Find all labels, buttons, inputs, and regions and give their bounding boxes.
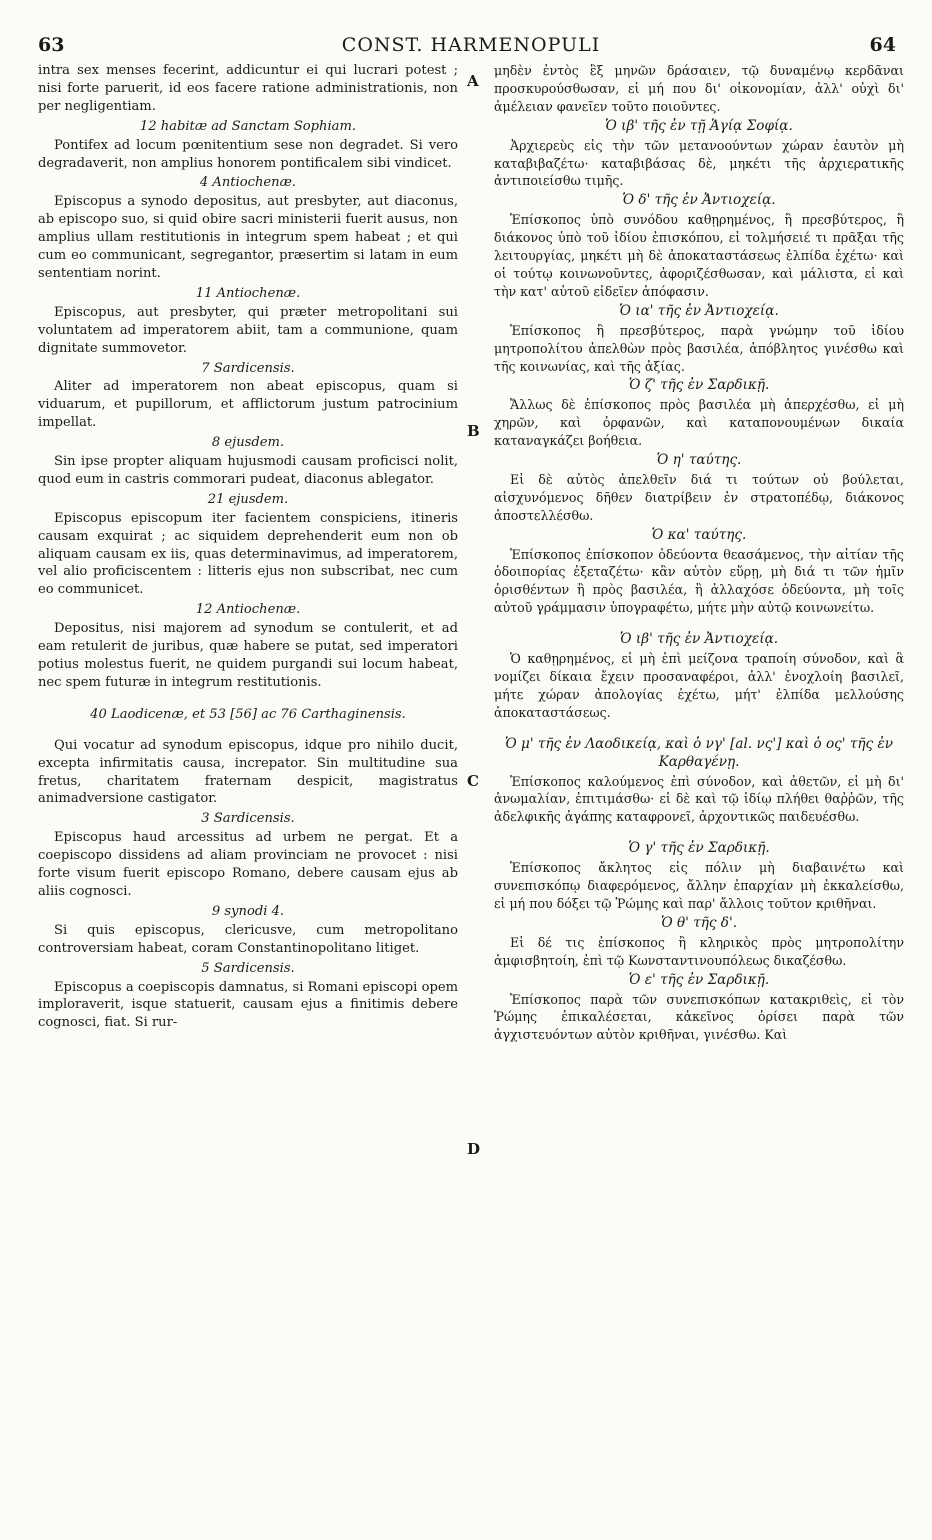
canon-paragraph: Ἐπίσκοπος καλούμενος ἐπὶ σύνοδον, καὶ ἀθετῶν, εἰ μὴ δι' ἀνωμαλίαν, ἐπιτιμάσθω· εἰ δὲ καὶ τῷ ἰδίῳ πλήθει θαῤῥῶν, τῆς ἀδελφικῆς ἀγάπης καταφρονεῖ, ἀρχοντικῶς παιδευέσθω.	[494, 773, 904, 825]
canon-heading: 12 habitæ ad Sanctam Sophiam.	[139, 118, 357, 134]
spacer	[494, 722, 904, 734]
page-number-right: 64	[869, 34, 896, 56]
text-columns	[38, 62, 904, 1158]
margin-marker-d: D	[467, 1140, 481, 1158]
canon-paragraph: Εἰ δὲ αὐτὸς ἀπελθεῖν διά τι τούτων οὐ βούλεται, αἰσχυνόμενος δῆθεν διατρίβειν ἐν στρατοπέδῳ, διάκονος ἀποστελλέσθω.	[494, 471, 904, 523]
canon-heading: Ὁ θ' τῆς δ'.	[660, 914, 738, 931]
page-number-left: 63	[38, 34, 65, 56]
canon-heading: 21 ejusdem.	[207, 491, 289, 507]
spacer	[38, 692, 458, 704]
canon-paragraph: Sin ipse propter aliquam hujusmodi causam proficisci nolit, quod eum in castris commorari pudeat, diaconus ablegator.	[38, 454, 458, 487]
canon-paragraph: Ἐπίσκοπος ἄκλητος εἰς πόλιν μὴ διαβαινέτω καὶ συνεπισκόπῳ διαφερόμενος, ἄλλην ἐπαρχίαν μὴ ἐκκαλείσθω, εἰ μή που δόξει τῷ Ῥώμης καὶ παρ' ἄλλοις τοῦτον κριθῆναι.	[494, 860, 904, 911]
canon-paragraph: Episcopus episcopum iter facientem conspiciens, itineris causam exquirat ; ac siquidem deprehenderit eum non ob aliquam causam ex iis, quas determinavimus, ad imperatorem, vel alio proficiscentem : litteris ejus non subscribat, nec cum eo communicet.	[38, 510, 458, 598]
canon-paragraph: Si quis episcopus, clericusve, cum metropolitano controversiam habeat, coram Constantinopolitano litiget.	[38, 922, 458, 956]
canon-paragraph: Pontifex ad locum pœnitentium sese non degradet. Si vero degradaverit, non amplius honorem pontificalem sibi vindicet.	[38, 137, 458, 171]
canon-heading: 4 Antiochenæ.	[199, 175, 297, 191]
canon-heading: 7 Sardicensis.	[201, 360, 295, 376]
canon-heading: 3 Sardicensis.	[201, 811, 295, 827]
canon-paragraph: Ἀρχιερεὺς εἰς τὴν τῶν μετανοούντων χώραν ἑαυτὸν μὴ καταβιβαζέτω· καταβιβάσας δὲ, μηκέτι τῆς ἀρχιερατικῆς ἀντιποιείσθω τιμῆς.	[494, 137, 904, 189]
canon-heading: Ὁ ζ' τῆς ἐν Σαρδικῇ.	[628, 377, 770, 394]
canon-paragraph: Ἐπίσκοπος παρὰ τῶν συνεπισκόπων κατακριθεὶς, εἰ τὸν Ῥώμης ἐπικαλέσεται, κἀκεῖνος ὁρίσει παρὰ τῶν ἀγχιστευόντων αὐτὸν κριθῆναι, γινέσθω. Καὶ	[494, 991, 904, 1043]
canon-heading: Ὁ δ' τῆς ἐν Ἀντιοχείᾳ.	[622, 192, 776, 209]
canon-heading: Ὁ η' ταύτης.	[656, 452, 742, 469]
latin-column	[38, 62, 458, 1044]
canon-heading: 5 Sardicensis.	[201, 960, 295, 976]
canon-paragraph: Episcopus haud arcessitus ad urbem ne pergat. Et a coepiscopo dissidens ad aliam provinciam ne provocet : nisi forte visum fuerit episcopo Romano, debere causam ejus ab aliis cognosci.	[38, 830, 458, 899]
canon-paragraph: Qui vocatur ad synodum episcopus, idque pro nihilo ducit, excepta infirmitatis causa, increpator. Sin multitudine sua fretus, charitatem fraternam despicit, magistratus animadversione castigator.	[38, 737, 458, 807]
canon-paragraph: Ἐπίσκοπος ὑπὸ συνόδου καθῃρημένος, ἢ πρεσβύτερος, ἢ διάκονος ὑπὸ τοῦ ἰδίου ἐπισκόπου, εἰ τολμήσειέ τι πρᾶξαι τῆς λειτουργίας, μηκέτι μὴ δὲ ἀποκαταστάσεως ἐλπίδα ἐχέτω· καὶ οἱ τούτῳ κοινωνοῦντες, ἀφοριζέσθωσαν, καὶ μάλιστα, εἰ καὶ τὴν κατ' αὐτοῦ εἰδεῖεν ἀπόφασιν.	[494, 212, 904, 299]
canon-paragraph: Episcopus a synodo depositus, aut presbyter, aut diaconus, ab episcopo suo, si quid obire sacri ministerii fuerit ausus, non amplius ullam restitutionis in integrum spem habeat ; et qui cum eo communicant, segregantor, præsertim si latam in eum sententiam norint.	[38, 194, 458, 281]
canon-heading: Ὁ ε' τῆς ἐν Σαρδικῇ.	[628, 971, 770, 988]
margin-marker-b: B	[467, 422, 480, 440]
canon-heading: Ὁ γ' τῆς ἐν Σαρδικῇ.	[628, 840, 770, 857]
canon-paragraph: Ἄλλως δὲ ἐπίσκοπος πρὸς βασιλέα μὴ ἀπερχέσθω, εἰ μὴ χηρῶν, καὶ ὀρφανῶν, καὶ καταπονουμένων δικαία καταναγκάζει βοήθεια.	[494, 397, 904, 449]
canon-paragraph: μηδὲν ἐντὸς ἓξ μηνῶν δράσαιεν, τῷ δυναμένῳ κερδᾶναι προσκυρούσθωσαν, εἰ μή που δι' οἰκονομίαν, ἀλλ' οὐχὶ δι' ἀμέλειαν φανεῖεν τοῦτο ποιοῦντες.	[494, 63, 904, 114]
canon-paragraph: Aliter ad imperatorem non abeat episcopus, quam si viduarum, et pupillorum, et afflictorum justum patrocinium impellat.	[38, 379, 458, 431]
running-title: CONST. HARMENOPULI	[341, 34, 601, 56]
canon-heading: 11 Antiochenæ.	[195, 285, 301, 301]
canon-heading: 9 synodi 4.	[211, 903, 285, 919]
canon-heading: Ὁ ιβ' τῆς ἐν τῇ Ἁγίᾳ Σοφίᾳ.	[605, 117, 793, 134]
canon-heading: Ὁ κα' ταύτης.	[651, 526, 747, 543]
greek-column	[494, 62, 904, 1044]
canon-heading: 12 Antiochenæ.	[195, 602, 301, 618]
margin-marker-a: A	[467, 72, 479, 90]
canon-paragraph: intra sex menses fecerint, addicuntur ei qui lucrari potest ; nisi forte paruerit, id eos facere ratione administrationis, non per negligentiam.	[38, 63, 458, 114]
canon-heading: Ὁ ιβ' τῆς ἐν Ἀντιοχείᾳ.	[619, 631, 779, 648]
canon-heading: 8 ejusdem.	[211, 435, 285, 451]
margin-marker-c: C	[467, 772, 479, 790]
spacer	[38, 725, 458, 737]
canon-paragraph: Depositus, nisi majorem ad synodum se contulerit, et ad eam retulerit de juribus, quæ habere se putat, sed imperatori potius molestus fuerit, ne quidem purgandi sui locum habeat, nec spem futuræ in integrum restitutionis.	[38, 621, 458, 690]
canon-paragraph: Episcopus a coepiscopis damnatus, si Romani episcopi opem imploraverit, isque statuerit, causam ejus a finitimis debere cognosci, fiat. Si rur-	[38, 979, 458, 1031]
canon-heading: 40 Laodicenæ, et 53 [56] ac 76 Carthaginensis.	[90, 706, 406, 722]
canon-paragraph: Ἐπίσκοπος ἢ πρεσβύτερος, παρὰ γνώμην τοῦ ἰδίου μητροπολίτου ἀπελθὼν πρὸς βασιλέα, ἀπόβλητος γινέσθω καὶ τῆς κοινωνίας, καὶ τῆς ἀξίας.	[494, 322, 904, 374]
spacer	[494, 617, 904, 629]
canon-paragraph: Εἰ δέ τις ἐπίσκοπος ἢ κληρικὸς πρὸς μητροπολίτην ἀμφισβητοίη, ἐπὶ τῷ Κωνσταντινουπόλεως δικαζέσθω.	[494, 934, 904, 968]
canon-paragraph: Ὁ καθῃρημένος, εἰ μὴ ἐπὶ μείζονα τραποίη σύνοδον, καὶ ἃ νομίζει δίκαια ἔχειν προσαναφέροι, ἀλλ' ἐνοχλοίη βασιλεῖ, μήτε χώραν ἀπολογίας ἐχέτω, μήτ' ἐλπίδα μελλούσης ἀποκαταστάσεως.	[494, 651, 904, 720]
canon-paragraph: Episcopus, aut presbyter, qui præter metropolitani sui voluntatem ad imperatorem abiit, tam a communione, quam dignitate summovetor.	[38, 304, 458, 356]
canon-paragraph: Ἐπίσκοπος ἐπίσκοπον ὁδεύοντα θεασάμενος, τὴν αἰτίαν τῆς ὁδοιπορίας ἐξεταζέτω· κἂν αὐτὸν εὕρῃ, μὴ διά τι τῶν ἡμῖν ὁρισθέντων ἢ πρὸς βασιλέα, ἢ ἀλλαχόσε ὁδεύοντα, μὴ τοῖς αὐτοῦ γράμμασιν ὑπογραφέτω, μήτε μὴν αὐτῷ κοινωνείτω.	[494, 546, 904, 616]
canon-heading: Ὁ ια' τῆς ἐν Ἀντιοχείᾳ.	[619, 302, 779, 319]
canon-heading: Ὁ μ' τῆς ἐν Λαοδικείᾳ, καὶ ὁ νγ' [al. νς'] καὶ ὁ ος' τῆς ἐν Καρθαγένῃ.	[504, 735, 894, 770]
running-head	[38, 34, 904, 62]
spacer	[494, 826, 904, 838]
